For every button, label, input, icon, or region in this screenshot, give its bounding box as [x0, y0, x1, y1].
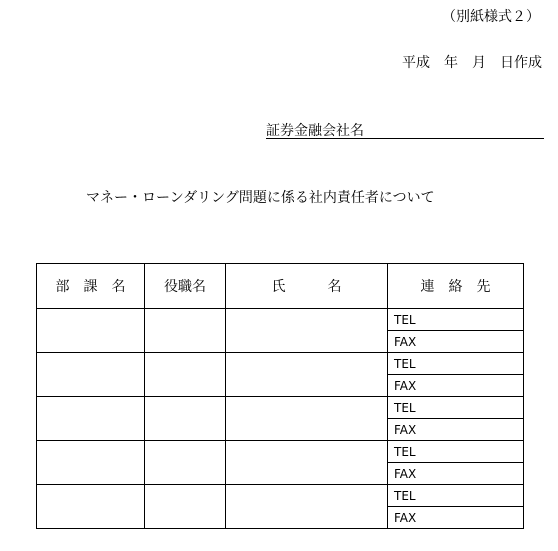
- tel-cell: TEL: [388, 353, 524, 375]
- header-department: 部 課 名: [37, 264, 145, 309]
- position-cell: [145, 485, 226, 529]
- header-contact: 連 絡 先: [388, 264, 524, 309]
- creation-date-line: 平成 年 月 日作成: [402, 55, 542, 71]
- company-name-label: 証券金融会社名: [266, 123, 364, 139]
- dept-cell: [37, 309, 145, 353]
- table-header-row: [37, 264, 524, 309]
- name-cell: [226, 353, 388, 397]
- header-name: 氏 名: [226, 264, 388, 309]
- tel-cell: TEL: [388, 309, 524, 331]
- position-cell: [145, 441, 226, 485]
- name-cell: [226, 309, 388, 353]
- tel-cell: TEL: [388, 397, 524, 419]
- fax-cell: FAX: [388, 463, 524, 485]
- fax-cell: FAX: [388, 419, 524, 441]
- dept-cell: [37, 485, 145, 529]
- position-cell: [145, 309, 226, 353]
- name-cell: [226, 485, 388, 529]
- tel-cell: TEL: [388, 485, 524, 507]
- fax-cell: FAX: [388, 331, 524, 353]
- position-cell: [145, 353, 226, 397]
- name-cell: [226, 397, 388, 441]
- name-cell: [226, 441, 388, 485]
- table-row: [37, 397, 524, 419]
- dept-cell: [37, 441, 145, 485]
- dept-cell: [37, 353, 145, 397]
- table-row: [37, 485, 524, 507]
- contact-table: [36, 263, 524, 529]
- table-row: [37, 353, 524, 375]
- fax-cell: FAX: [388, 375, 524, 397]
- fax-cell: FAX: [388, 507, 524, 529]
- position-cell: [145, 397, 226, 441]
- table-row: [37, 441, 524, 463]
- dept-cell: [37, 397, 145, 441]
- document-title: マネー・ローンダリング問題に係る社内責任者について: [86, 190, 435, 206]
- company-name-field: [266, 120, 544, 139]
- header-position: 役職名: [145, 264, 226, 309]
- form-number-label: （別紙様式２）: [442, 9, 540, 25]
- table-row: [37, 309, 524, 331]
- tel-cell: TEL: [388, 441, 524, 463]
